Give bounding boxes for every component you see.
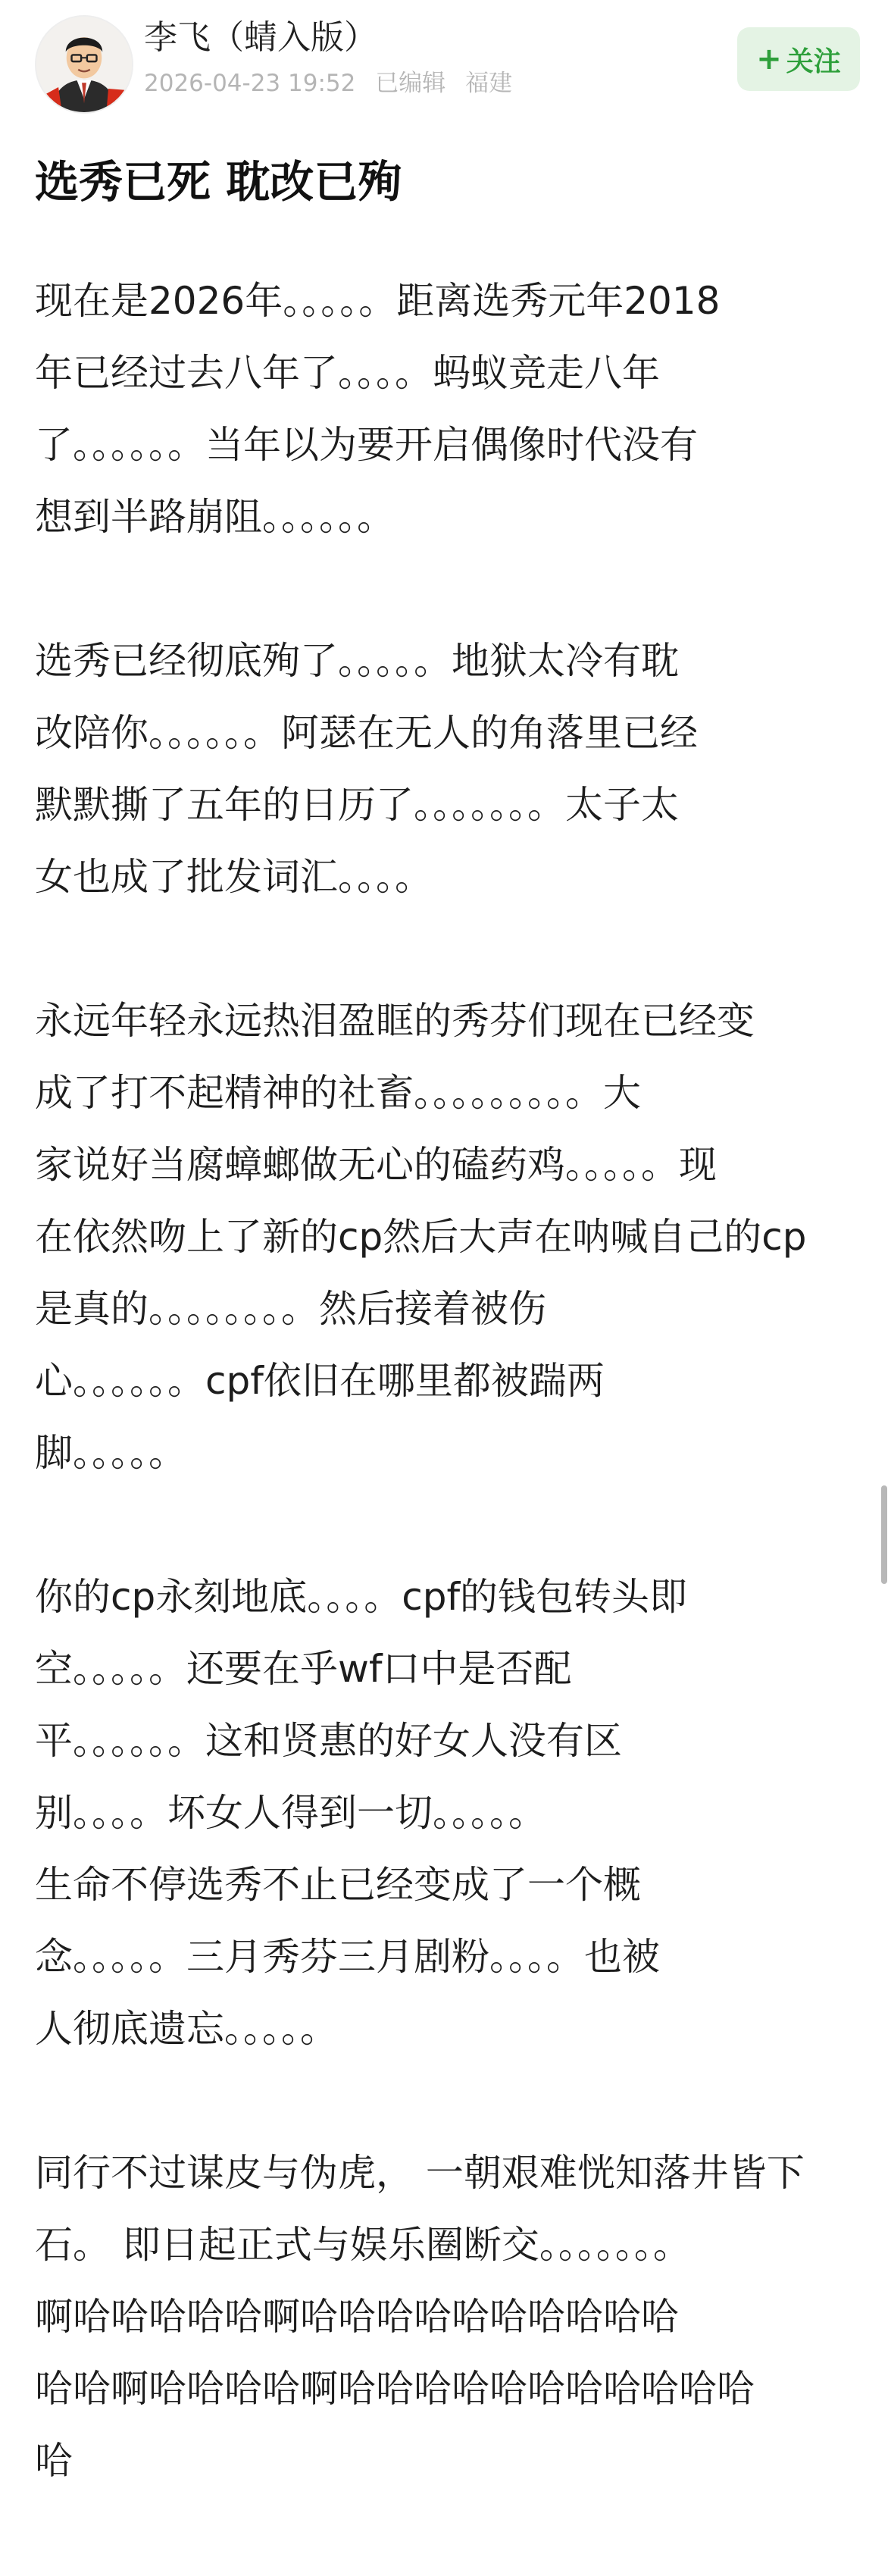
text-line: 默默撕了五年的日历了。。。。。。。太子太: [35, 783, 679, 827]
text-line: 想到半路崩阻。。。。。。: [35, 495, 395, 539]
text-line: 石。 即日起正式与娱乐圈断交。。。。。。。: [35, 2223, 691, 2267]
text-line: 永远年轻永远热泪盈眶的秀芬们现在已经变: [35, 999, 755, 1043]
text-line: 人彻底遗忘。。。。。: [35, 2007, 338, 2051]
text-line: 哈哈啊哈哈哈哈啊哈哈哈哈哈哈哈哈哈哈哈: [35, 2367, 755, 2411]
text-line: 哈: [35, 2439, 73, 2483]
text-line: 空。。。。。还要在乎wf口中是否配: [35, 1647, 572, 1691]
text-line: 年已经过去八年了。。。。蚂蚁竞走八年: [35, 351, 660, 395]
follow-label: 关注: [786, 45, 841, 77]
location-label: 福建: [465, 70, 513, 97]
text-line: 在依然吻上了新的cp然后大声在呐喊自己的cp: [35, 1215, 807, 1259]
text-line: 现在是2026年。。。。。距离选秀元年2018: [35, 279, 721, 323]
text-line: 平。。。。。。这和贤惠的好女人没有区: [35, 1719, 622, 1763]
paragraph-gap: [35, 1489, 861, 1561]
text-line: 啊哈哈哈哈哈啊哈哈哈哈哈哈哈哈哈哈: [35, 2295, 679, 2339]
text-line: 你的cp永刻地底。。。。cpf的钱包转头即: [35, 1575, 688, 1619]
text-line: 家说好当腐蟑螂做无心的磕药鸡。。。。。现: [35, 1143, 717, 1187]
follow-button[interactable]: [737, 27, 860, 91]
text-line: 成了打不起精神的社畜。。。。。。。。。大: [35, 1071, 641, 1115]
edited-label: 已编辑: [375, 70, 446, 97]
plus-icon: +: [756, 42, 782, 77]
cartoon-man-avatar-icon: [36, 17, 132, 112]
paragraph-gap: [35, 913, 861, 985]
text-line: 别。。。。坏女人得到一切。。。。。: [35, 1791, 546, 1835]
post-timestamp: 2026-04-23 19:52: [144, 70, 356, 97]
post-body: [35, 265, 861, 2497]
text-line: 生命不停选秀不止已经变成了一个概: [35, 1863, 641, 1907]
text-line: 是真的。。。。。。。。然后接着被伤: [35, 1287, 546, 1331]
text-line: 女也成了批发词汇。。。。: [35, 855, 433, 899]
avatar[interactable]: [35, 15, 133, 114]
author-name[interactable]: 李飞（蜻入版）: [144, 18, 377, 57]
text-line: 了。。。。。。当年以为要开启偶像时代没有: [35, 423, 698, 467]
text-line: 选秀已经彻底殉了。。。。。地狱太冷有耽: [35, 639, 679, 683]
scrollbar[interactable]: [881, 1485, 887, 1584]
post-meta: [144, 67, 524, 100]
text-line: 改陪你。。。。。。阿瑟在无人的角落里已经: [35, 711, 698, 755]
post-title: 选秀已死 耽改已殉: [35, 156, 402, 208]
paragraph-gap: [35, 2065, 861, 2137]
text-line: 心。。。。。。cpf依旧在哪里都被踹两: [35, 1359, 605, 1403]
post-header: [0, 0, 891, 129]
paragraph-gap: [35, 553, 861, 625]
text-line: 脚。。。。。: [35, 1431, 186, 1475]
text-line: 念。。。。。三月秀芬三月剧粉。。。。也被: [35, 1935, 660, 1979]
text-line: 同行不过谋皮与伪虎， 一朝艰难恍知落井皆下: [35, 2151, 805, 2195]
